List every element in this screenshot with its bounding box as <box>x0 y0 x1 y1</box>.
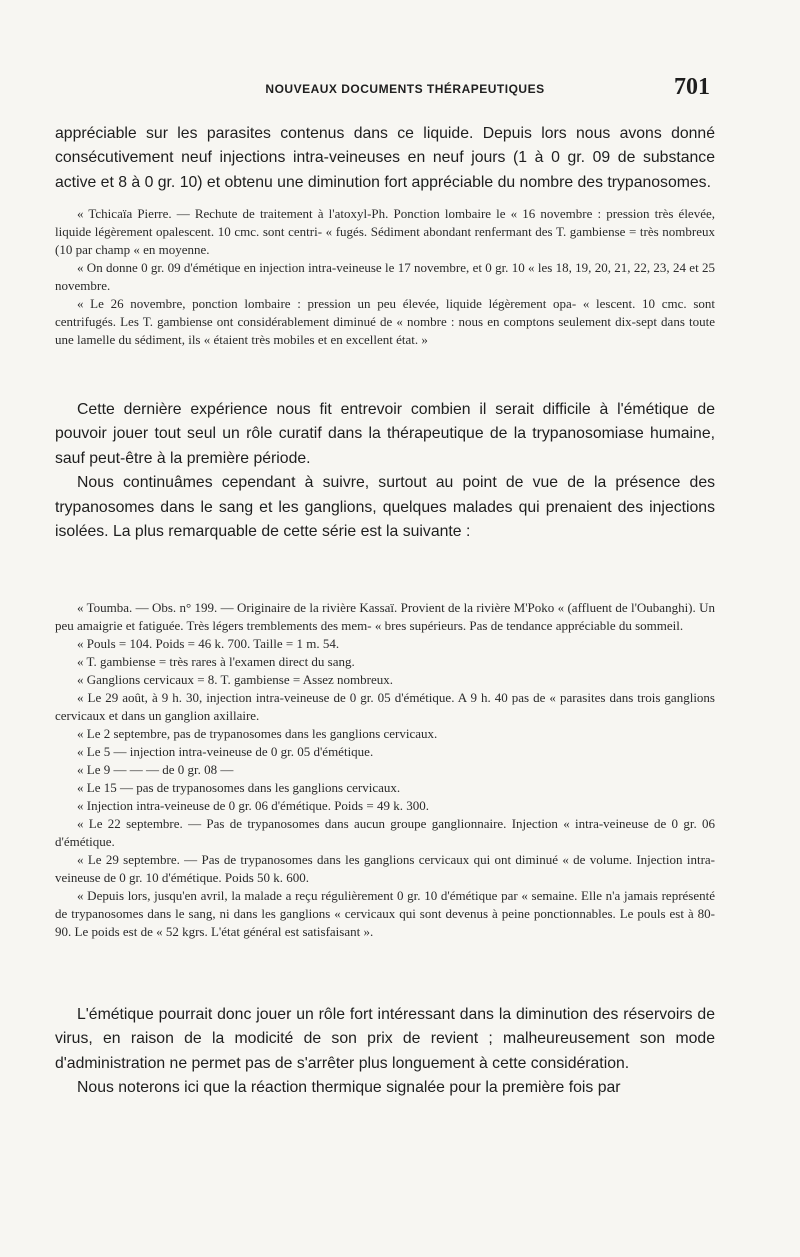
page-header <box>100 74 710 102</box>
paragraph-2-text: Cette dernière expérience nous fit entrevoir combien il serait difficile à l'émétique de pouvoir jouer tout seul un rôle curatif dans la thérapeutique de la trypanosomiase humaine, sauf peut-être à la première période. <box>55 401 715 467</box>
quote-1-line: « On donne 0 gr. 09 d'émétique en injection intra-veineuse le 17 novembre, et 0 gr. 10 « les 18, 19, 20, 21, 22, 23, 24 et 25 novembre. <box>55 260 715 293</box>
quote-2-line: « Le 29 août, à 9 h. 30, injection intra-veineuse de 0 gr. 05 d'émétique. A 9 h. 40 pas de « parasites dans trois ganglions cervicaux et dans un ganglion axillaire. <box>55 690 715 723</box>
paragraph-2-text: Nous continuâmes cependant à suivre, surtout au point de vue de la présence des trypanosomes dans le sang et les ganglions, quelques malades qui prenaient des injections isolées. La plus remarquable de cette série est la suivante : <box>55 474 715 541</box>
quote-2-line: « Le 22 septembre. — Pas de trypanosomes dans aucun groupe ganglionnaire. Injection « intra-veineuse de 0 gr. 06 d'émétique. <box>55 816 715 849</box>
paragraph-3-text: Nous noterons ici que la réaction thermique signalée pour la première fois par <box>77 1079 621 1097</box>
page-number: 701 <box>674 74 710 100</box>
quote-1-line: « Tchicaïa Pierre. — Rechute de traitement à l'atoxyl-Ph. Ponction lombaire le « 16 novembre : pression très élevée, liquide légèrement opalescent. 10 cmc. sont centri- « fugés. Sédiment abondant renfermant des T. gambiense = très nombreux (10 par champ « en moyenne. <box>55 206 715 257</box>
quote-1-line: « Le 26 novembre, ponction lombaire : pression un peu élevée, liquide légèrement opa- « lescent. 10 cmc. sont centrifugés. Les T. gambiense ont considérablement diminué de « nombre : nous en comptons seulement dix-sept dans toute une lamelle du sédiment, ils « étaient très mobiles et en excellent état. » <box>55 296 715 347</box>
running-title: NOUVEAUX DOCUMENTS THÉRAPEUTIQUES <box>265 82 545 96</box>
quote-2-line: « Le 5 — injection intra-veineuse de 0 gr. 05 d'émétique. <box>77 744 374 759</box>
quote-toumba <box>55 599 715 941</box>
quote-2-line: « Le 15 — pas de trypanosomes dans les ganglions cervicaux. <box>77 780 401 795</box>
quote-2-line: « Le 2 septembre, pas de trypanosomes dans les ganglions cervicaux. <box>77 726 438 741</box>
paragraph-1-text: appréciable sur les parasites contenus dans ce liquide. Depuis lors nous avons donné consécutivement neuf injections intra-veineuses en neuf jours (1 à 0 gr. 09 de substance active et 8 à 0 gr. 10) et obtenu une diminution fort appréciable du nombre des trypanosomes. <box>55 125 715 191</box>
quote-2-line: « T. gambiense = très rares à l'examen direct du sang. <box>77 654 355 669</box>
quote-2-line: « Injection intra-veineuse de 0 gr. 06 d'émétique. Poids = 49 k. 300. <box>77 798 429 813</box>
quote-2-line: « Le 9 — — — de 0 gr. 08 — <box>77 762 234 777</box>
quote-2-line: « Toumba. — Obs. n° 199. — Originaire de la rivière Kassaï. Provient de la rivière M'Poko « (affluent de l'Oubanghi). Un peu amaigrie et fatiguée. Très légers tremblements des mem- « bres supérieurs. Pas de tendance appréciable du sommeil. <box>55 600 715 633</box>
quote-2-line: « Depuis lors, jusqu'en avril, la malade a reçu régulièrement 0 gr. 10 d'émétique par « semaine. Elle n'a jamais représenté de trypanosomes dans le sang, ni dans les ganglions « cervicaux qui sont devenus à peine ponctionnables. Le pouls est à 80-90. Le poids est de « 52 kgrs. L'état général est satisfaisant ». <box>55 888 715 939</box>
quote-tchicaia <box>55 205 715 349</box>
quote-2-line: « Pouls = 104. Poids = 46 k. 700. Taille = 1 m. 54. <box>77 636 340 651</box>
paragraph-1 <box>55 122 715 195</box>
paragraph-3-text: L'émétique pourrait donc jouer un rôle fort intéressant dans la diminution des réservoirs de virus, en raison de la modicité de son prix de revient ; malheureusement son mode d'administration ne permet pas de s'arrêter plus longuement à cette considération. <box>55 1006 715 1072</box>
paragraph-3 <box>55 1003 715 1101</box>
paragraph-2 <box>55 398 715 544</box>
quote-2-line: « Le 29 septembre. — Pas de trypanosomes dans les ganglions cervicaux qui ont diminué « de volume. Injection intra-veineuse de 0 gr. 10 d'émétique. Poids 50 k. 600. <box>55 852 715 885</box>
quote-2-line: « Ganglions cervicaux = 8. T. gambiense = Assez nombreux. <box>77 672 393 687</box>
